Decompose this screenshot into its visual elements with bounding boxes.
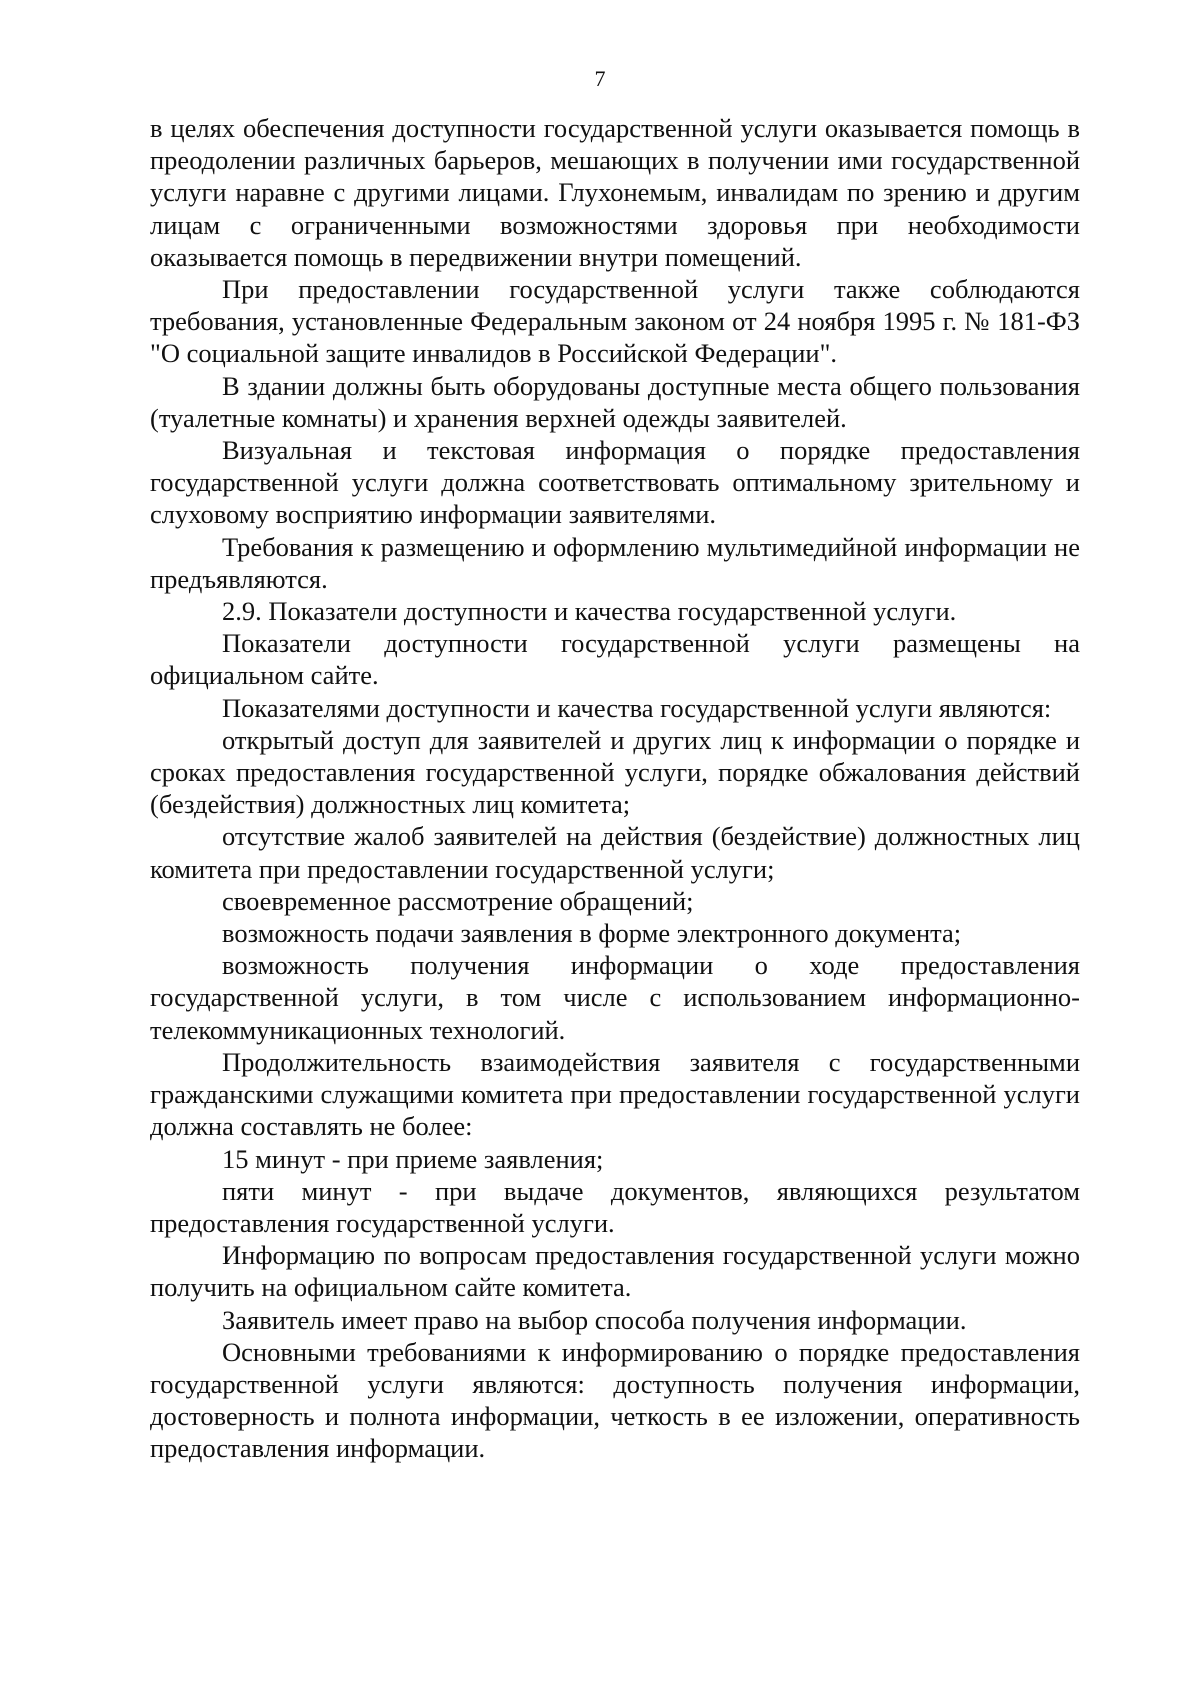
list-item: возможность подачи заявления в форме электронного документа; (222, 918, 962, 949)
paragraph: В здании должны быть оборудованы доступные места общего пользования (туалетные комнаты) и хранения верхней одежды заявителей. (150, 370, 1080, 433)
paragraph: При предоставлении государственной услуги также соблюдаются требования, установленные Федеральным законом от 24 ноября 1995 г. № 181-ФЗ "О социальной защите инвалидов в Российской Федерации". (150, 274, 1080, 369)
list-item: пяти минут - при выдаче документов, являющихся результатом предоставления государственной услуги. (150, 1175, 1080, 1238)
paragraph: Заявитель имеет право на выбор способа получения информации. (222, 1304, 967, 1335)
list-item: своевременное рассмотрение обращений; (222, 885, 694, 916)
list-item: открытый доступ для заявителей и других лиц к информации о порядке и сроках предоставления государственной услуги, порядке обжалования действий (бездействия) должностных лиц комитета; (150, 724, 1080, 820)
document-body (150, 112, 1080, 1465)
list-item: 15 минут - при приеме заявления; (222, 1143, 604, 1174)
paragraph: Основными требованиями к информированию о порядке предоставления государственной услуги являются: доступность получения информации, достоверность и полнота информации, четкость в ее изложении, оперативность предоставления информации. (150, 1336, 1080, 1464)
paragraph: Информацию по вопросам предоставления государственной услуги можно получить на официальном сайте комитета. (150, 1240, 1080, 1303)
paragraph: в целях обеспечения доступности государственной услуги оказывается помощь в преодолении различных барьеров, мешающих в получении ими государственной услуги наравне с другими лицами. Глухонемым, инвалидам по зрению и другим лицам с ограниченными возможностями здоровья при необходимости оказывается помощь в передвижении внутри помещений. (150, 113, 1080, 272)
list-item: возможность получения информации о ходе предоставления государственной услуги, в том числе с использованием информационно-телекоммуникационных технологий. (150, 950, 1080, 1045)
section-heading: 2.9. Показатели доступности и качества государственной услуги. (222, 596, 957, 627)
paragraph: Требования к размещению и оформлению мультимедийной информации не предъявляются. (150, 531, 1080, 594)
paragraph: Продолжительность взаимодействия заявителя с государственными гражданскими служащими комитета при предоставлении государственной услуги должна составлять не более: (150, 1046, 1080, 1142)
paragraph: Показателями доступности и качества государственной услуги являются: (222, 692, 1052, 723)
paragraph: Показатели доступности государственной услуги размещены на официальном сайте. (150, 628, 1080, 691)
paragraph: Визуальная и текстовая информация о порядке предоставления государственной услуги должна соответствовать оптимальному зрительному и слуховому восприятию информации заявителями. (150, 435, 1080, 530)
list-item: отсутствие жалоб заявителей на действия (бездействие) должностных лиц комитета при предоставлении государственной услуги; (150, 821, 1080, 884)
page-number: 7 (594, 66, 606, 91)
